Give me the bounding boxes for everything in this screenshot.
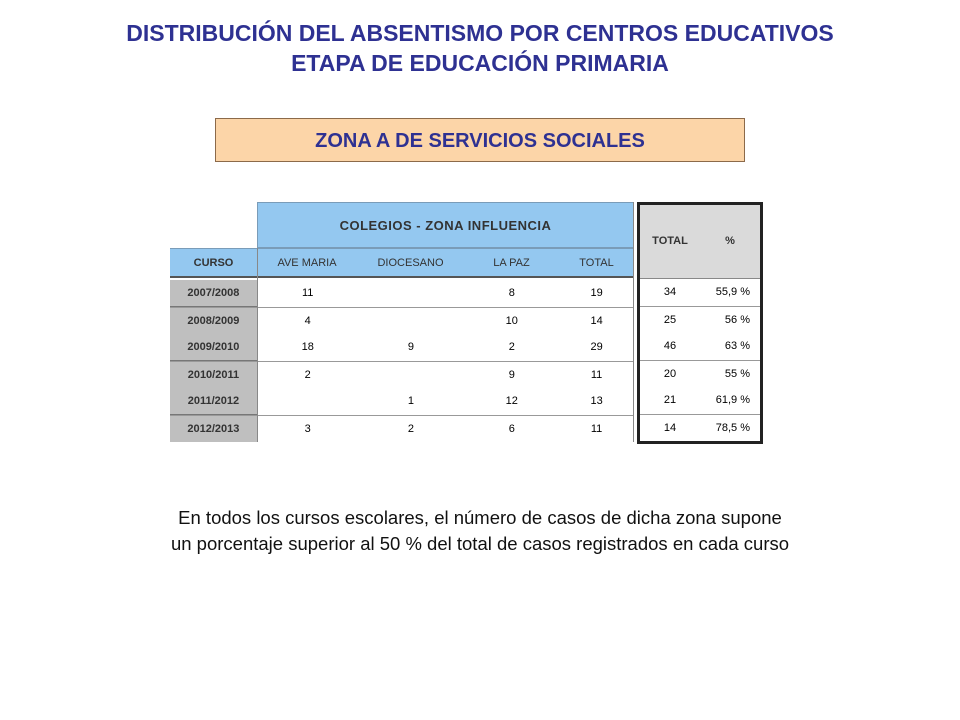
table-row	[170, 416, 634, 443]
totals-cell-percent: 55 %	[724, 367, 750, 380]
totals-cell-total: 25	[663, 313, 677, 326]
totals-row	[640, 333, 760, 361]
cell-curso: 2012/2013	[170, 416, 258, 443]
totals-header-percent: %	[725, 235, 735, 247]
cell-total: 14	[590, 314, 603, 327]
cell-ave-maria: 3	[304, 422, 311, 435]
cell-ave-maria: 11	[301, 287, 314, 299]
cell-la-paz: 8	[508, 287, 515, 299]
cell-diocesano	[358, 362, 465, 389]
totals-cell-percent: 63 %	[724, 340, 750, 352]
cell-diocesano	[358, 280, 465, 307]
totals-cell-total: 34	[663, 286, 677, 298]
table-row	[170, 334, 634, 362]
table-body	[170, 280, 634, 442]
table-row	[170, 388, 634, 416]
column-divider	[633, 202, 634, 442]
totals-cell-percent: 61,9 %	[715, 394, 750, 406]
cell-curso: 2010/2011	[170, 362, 258, 389]
cell-total: 11	[590, 368, 603, 381]
totals-header	[640, 205, 760, 279]
cell-total: 19	[590, 287, 603, 299]
note-line-1: En todos los cursos escolares, el número de casos de dicha zona supone	[178, 507, 782, 528]
col-header-diocesano: DIOCESANO	[377, 257, 444, 269]
page-title	[0, 18, 960, 78]
col-header-curso: CURSO	[193, 257, 234, 269]
table-row	[170, 308, 634, 335]
totals-row	[640, 307, 760, 334]
summary-note	[0, 505, 960, 557]
totals-cell-percent: 56 %	[724, 313, 750, 326]
col-header-la-paz: LA PAZ	[493, 257, 530, 269]
table-row	[170, 280, 634, 308]
note-line-2: un porcentaje superior al 50 % del total de casos registrados en cada curso	[170, 533, 790, 554]
totals-box	[637, 202, 763, 444]
cell-diocesano: 2	[407, 422, 415, 435]
cell-la-paz: 12	[505, 395, 518, 407]
cell-diocesano	[358, 308, 465, 335]
cell-la-paz: 6	[508, 422, 515, 435]
col-header-total: TOTAL	[579, 257, 614, 269]
totals-row	[640, 361, 760, 388]
totals-cell-percent: 78,5 %	[715, 421, 750, 434]
totals-row	[640, 387, 760, 415]
cell-curso: 2008/2009	[170, 308, 258, 335]
cell-total: 11	[590, 422, 603, 435]
cell-ave-maria: 18	[301, 341, 314, 353]
totals-cell-total: 20	[663, 367, 677, 380]
totals-header-total: TOTAL	[652, 235, 688, 247]
totals-row	[640, 279, 760, 307]
totals-cell-total: 14	[663, 421, 677, 434]
cell-diocesano: 9	[407, 341, 415, 353]
cell-diocesano: 1	[407, 395, 415, 407]
totals-cell-total: 46	[663, 340, 677, 352]
cell-curso: 2007/2008	[170, 280, 258, 307]
totals-row	[640, 415, 760, 442]
zone-label: ZONA A DE SERVICIOS SOCIALES	[215, 118, 745, 162]
cell-la-paz: 2	[508, 341, 515, 353]
totals-cell-total: 21	[663, 394, 677, 406]
cell-ave-maria: 4	[304, 314, 311, 327]
col-header-ave-maria: AVE MARIA	[277, 257, 337, 269]
cell-curso: 2011/2012	[170, 388, 258, 415]
column-divider	[257, 248, 258, 442]
table-header-row	[170, 248, 634, 278]
title-line-1: DISTRIBUCIÓN DEL ABSENTISMO POR CENTROS EDUCATIVOS	[126, 20, 834, 46]
cell-la-paz: 9	[508, 368, 515, 381]
cell-total: 13	[590, 395, 603, 407]
title-line-2: ETAPA DE EDUCACIÓN PRIMARIA	[291, 50, 669, 76]
cell-ave-maria: 2	[304, 368, 311, 381]
cell-la-paz: 10	[505, 314, 518, 327]
totals-cell-percent: 55,9 %	[715, 286, 750, 298]
table-row	[170, 362, 634, 389]
cell-ave-maria	[258, 388, 358, 415]
cell-total: 29	[590, 341, 603, 353]
table-group-header: COLEGIOS - ZONA INFLUENCIA	[257, 202, 634, 248]
cell-curso: 2009/2010	[170, 334, 258, 361]
